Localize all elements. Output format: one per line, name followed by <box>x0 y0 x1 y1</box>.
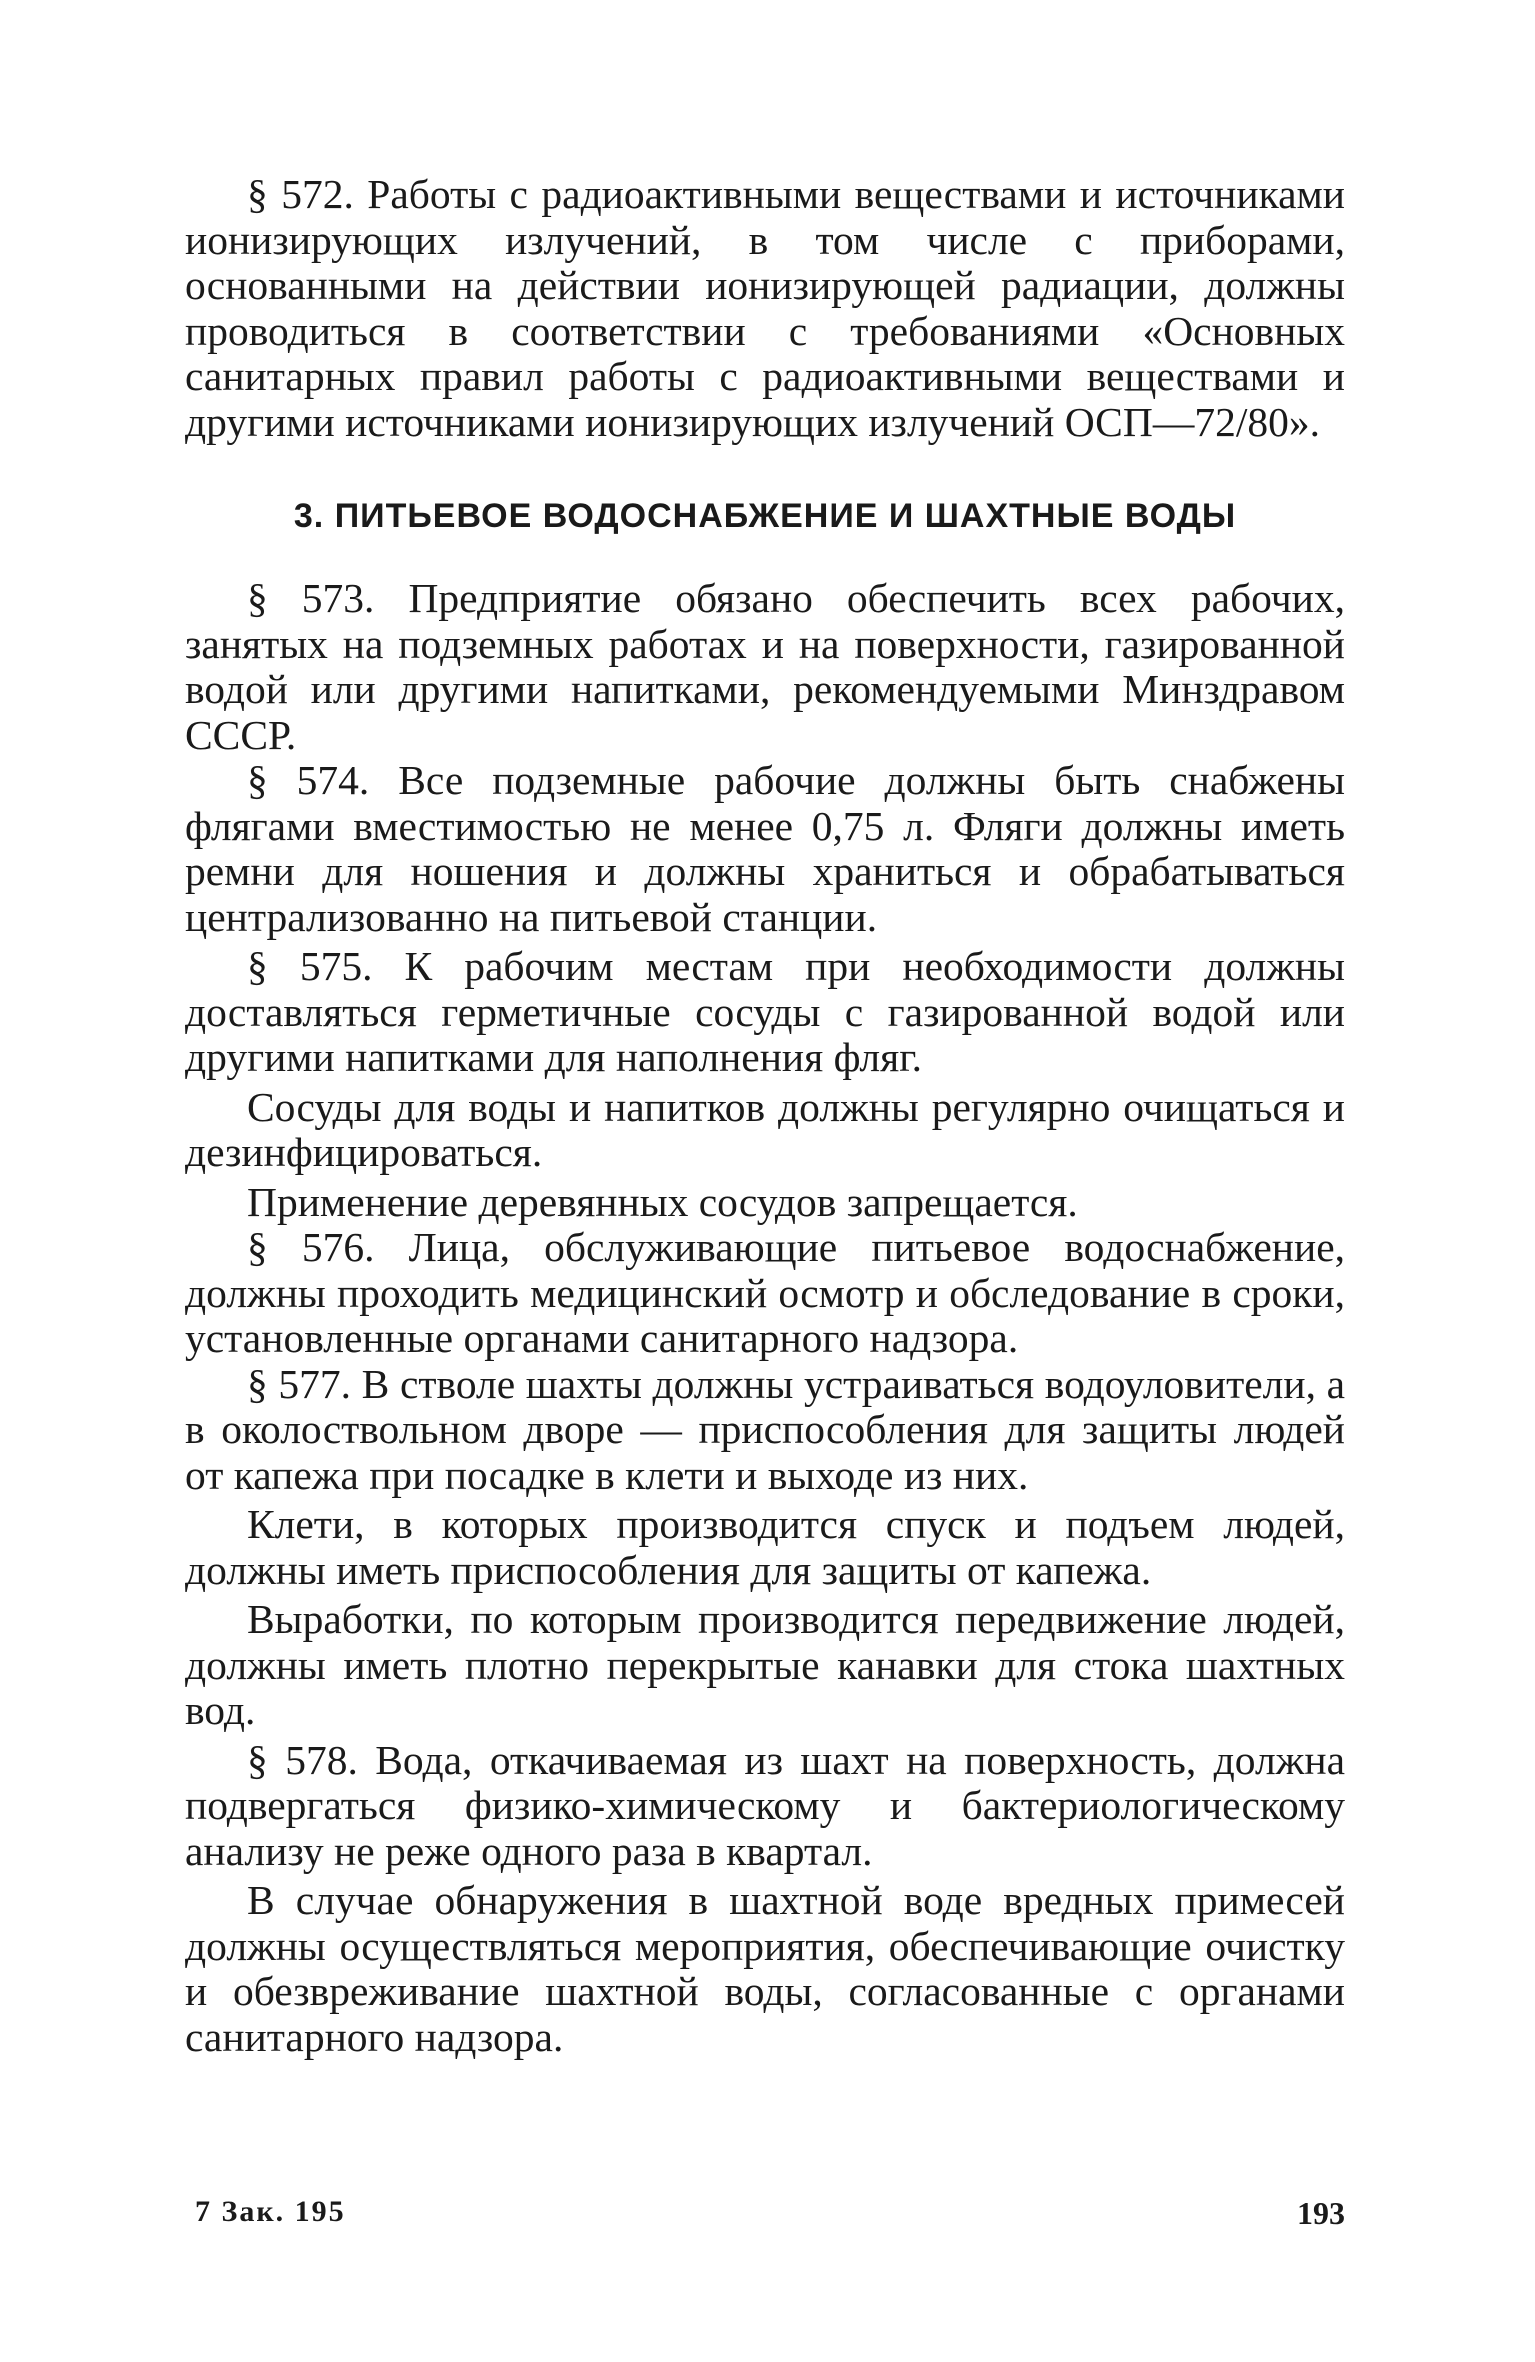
paragraph-578: § 578. Вода, откачиваемая из шахт на поверхность, должна подвергаться физико-химическому и бактериологическому анализу не реже одного раза в квартал. <box>185 1736 1345 1874</box>
paragraph-575-vessels: Сосуды для воды и напитков должны регулярно очищаться и дезинфицироваться. <box>185 1083 1345 1175</box>
paragraph-577: § 577. В стволе шахты должны устраиваться водоуловители, а в околоствольном дворе — приспособления для защиты людей от капежа при посадке в клети и выходе из них. <box>185 1360 1345 1498</box>
paragraph-575-wooden: Применение деревянных сосудов запрещается. <box>247 1178 1078 1225</box>
page-number: 193 <box>1297 2195 1345 2231</box>
paragraph-573: § 573. Предприятие обязано обеспечить всех рабочих, занятых на подземных работах и на поверхности, газированной водой или другими напитками, рекомендуемыми Минздравом СССР. <box>185 575 1345 758</box>
printing-order-mark: 7 Зак. 195 <box>195 2195 346 2228</box>
section-heading: 3. ПИТЬЕВОЕ ВОДОСНАБЖЕНИЕ И ШАХТНЫЕ ВОДЫ <box>293 497 1237 535</box>
paragraph-575: § 575. К рабочим местам при необходимости должны доставляться герметичные сосуды с газированной водой или другими напитками для наполнения фляг. <box>185 943 1345 1080</box>
paragraph-574: § 574. Все подземные рабочие должны быть снабжены флягами вместимостью не менее 0,75 л. Фляги должны иметь ремни для ношения и должны храниться и обрабатываться централизованно на питьевой станции. <box>185 757 1345 940</box>
paragraph-576: § 576. Лица, обслуживающие питьевое водоснабжение, должны проходить медицинский осмотр и обследование в сроки, установленные органами санитарного надзора. <box>185 1224 1345 1361</box>
paragraph-572: § 572. Работы с радиоактивными веществами и источниками ионизирующих излучений, в том числе с приборами, основанными на действии ионизирующей радиации, должны проводиться в соответствии с требованиями «Основных санитарных правил работы с радиоактивными веществами и другими источниками ионизирующих излучений ОСП—72/80». <box>185 171 1345 445</box>
paragraph-577-workings: Выработки, по которым производится передвижение людей, должны иметь плотно перекрытые канавки для стока шахтных вод. <box>185 1596 1345 1733</box>
page-footer <box>185 2195 1345 2245</box>
page-body <box>185 172 1345 2060</box>
paragraph-577-cages: Клети, в которых производится спуск и подъем людей, должны иметь приспособления для защиты от капежа. <box>185 1501 1345 1593</box>
paragraph-578-treatment: В случае обнаружения в шахтной воде вредных примесей должны осуществляться мероприятия, обеспечивающие очистку и обезвреживание шахтной воды, согласованные с органами санитарного надзора. <box>185 1877 1345 2060</box>
